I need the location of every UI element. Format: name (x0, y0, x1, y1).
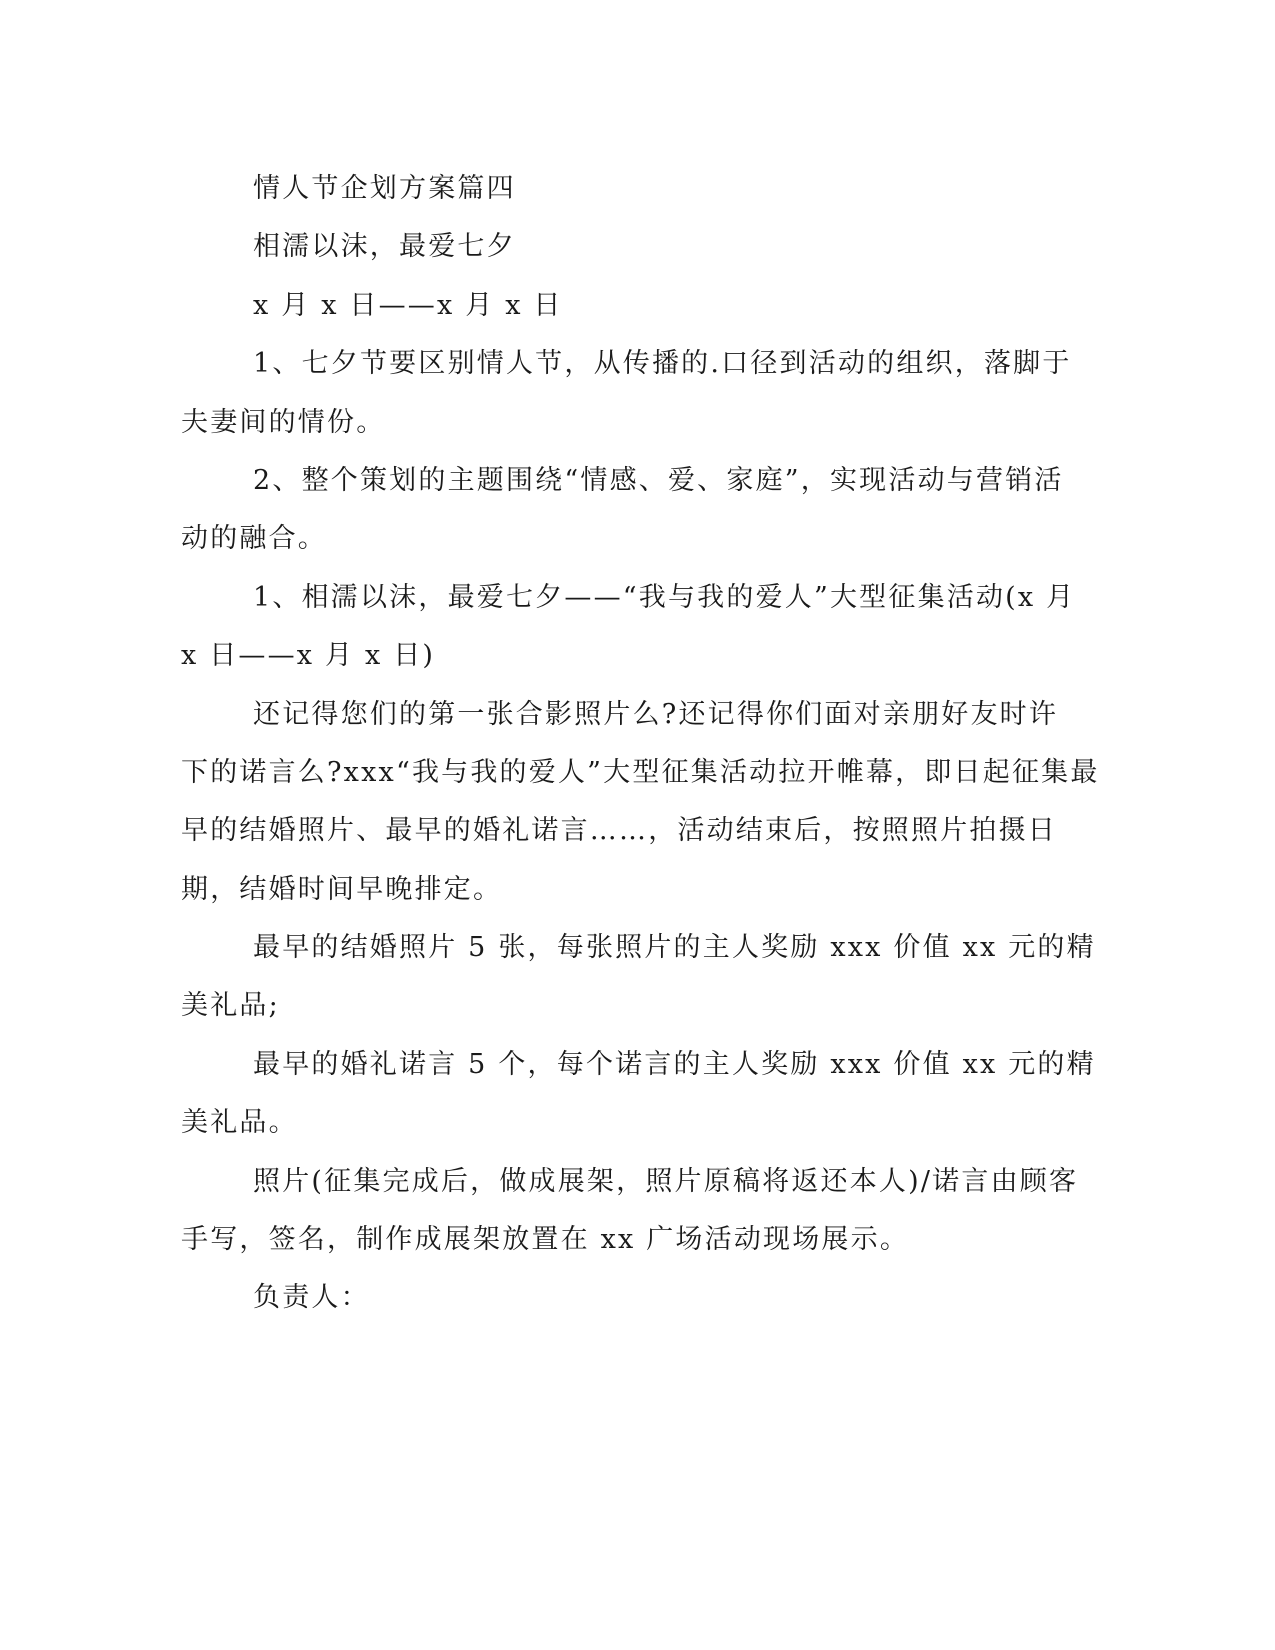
text-line: 手写，签名，制作成展架放置在 xx 广场活动现场展示。 (181, 1224, 910, 1256)
text-line: 动的融合。 (181, 523, 327, 555)
text-line: 1、相濡以沫，最爱七夕——“我与我的爱人”大型征集活动(x 月 (253, 581, 1076, 613)
document-subtitle: 相濡以沫，最爱七夕 (253, 231, 516, 263)
text-line: 美礼品。 (181, 1107, 298, 1139)
text-line: 最早的婚礼诺言 5 个，每个诺言的主人奖励 xxx 价值 xx 元的精 (253, 1048, 1096, 1080)
responsible-person-label: 负责人： (253, 1282, 370, 1314)
text-line: 最早的结婚照片 5 张，每张照片的主人奖励 xxx 价值 xx 元的精 (253, 932, 1096, 964)
document-title: 情人节企划方案篇四 (253, 173, 516, 204)
text-line: 下的诺言么?xxx“我与我的爱人”大型征集活动拉开帷幕，即日起征集最 (181, 756, 1100, 788)
text-line: 期，结婚时间早晚排定。 (181, 873, 503, 905)
document-body (181, 160, 1100, 1328)
text-line: 美礼品; (181, 990, 280, 1022)
text-line: x 日——x 月 x 日) (181, 640, 436, 672)
text-line: 夫妻间的情份。 (181, 406, 386, 438)
text-line: 照片(征集完成后，做成展架，照片原稿将返还本人)/诺言由顾客 (253, 1165, 1079, 1197)
text-line: 早的结婚照片、最早的婚礼诺言……，活动结束后，按照照片拍摄日 (181, 815, 1057, 847)
date-range: x 月 x 日——x 月 x 日 (253, 289, 563, 321)
text-line: 还记得您们的第一张合影照片么?还记得你们面对亲朋好友时许 (253, 698, 1059, 730)
text-line: 2、整个策划的主题围绕“情感、爱、家庭”，实现活动与营销活 (253, 464, 1064, 496)
text-line: 1、七夕节要区别情人节，从传播的.口径到活动的组织，落脚于 (253, 348, 1072, 380)
